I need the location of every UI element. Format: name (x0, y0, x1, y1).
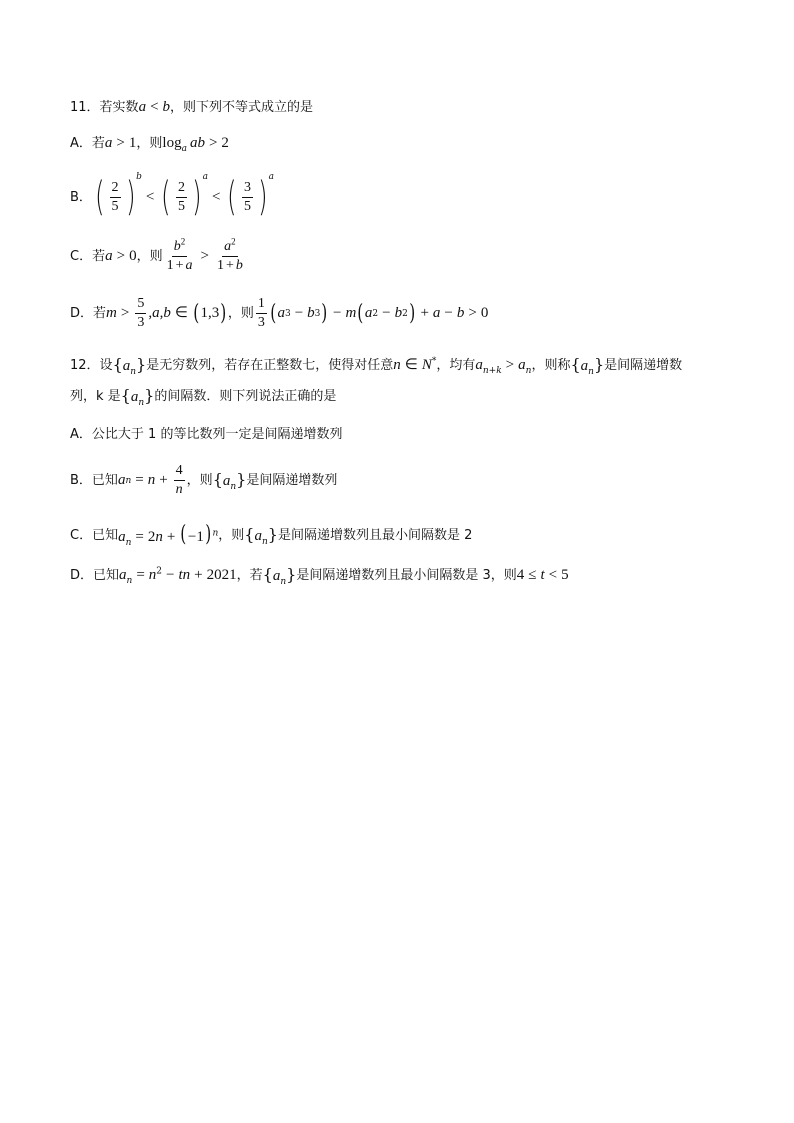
q12-optC-text-c: 是间隔递增数列且最小间隔数是 2 (277, 527, 473, 543)
q12-line1-text-c: ，均有 (436, 358, 476, 373)
q12-line2-text-b: 的间隔数．则下列说法正确的是 (154, 389, 337, 404)
q11-optA-text-b: ，则 (136, 136, 163, 151)
q11-option-b (70, 172, 275, 220)
q11-optB-label: B． (70, 189, 92, 205)
q12-math-n-in-N: n ∈ N* (393, 356, 437, 373)
q12-option-c (70, 524, 472, 546)
q12-optC-math: $a_n = 2n + (-1)^n$ (118, 522, 219, 548)
q12-optB-text-b: ，则 (186, 473, 213, 488)
q12-optD-math1: $a_n = n^2$ − tn + 2021 (119, 566, 237, 586)
q11-optC-text-b: ，则 (136, 249, 163, 264)
q12-optA-label: A． (70, 427, 92, 442)
q12-label: 12． (70, 358, 100, 373)
q11-optA-math2: $\log_a$ ab > 2 (162, 135, 229, 154)
q12-optD-text-b: ，若 (236, 568, 263, 583)
q12-seq-an-4: $\{a_n\}$ (212, 470, 247, 492)
q12-option-d (70, 565, 569, 587)
q12-optB-math: a n = n + $\frac{4}{n}$ (117, 463, 183, 497)
q11-option-c (70, 236, 247, 273)
q11-optB-math: ( $\frac{2}{5}$ ) b < ( $\frac{2}{5}$ ) a < ( $\frac{3}{5}$ ) a (95, 172, 275, 220)
q12-seq-an-6: $\{a_n\}$ (262, 565, 297, 587)
q12-line1-text-a: 设 (99, 358, 113, 373)
q12-optD-math2: 4 ≤ t < 5 (516, 567, 569, 583)
q12-optC-text-a: 已知 (92, 527, 119, 543)
q11-optC-label: C． (70, 249, 93, 264)
q12-seq-an-3: $\{a_n\}$ (120, 386, 155, 408)
q12-stem-line2 (70, 386, 337, 408)
q12-optC-label: C． (70, 527, 93, 543)
q12-option-b (70, 464, 337, 497)
q12-line1-text-d: ，则称 (531, 358, 571, 373)
q11-optC-math1: a > 0 (105, 248, 137, 264)
q12-optB-text-a: 已知 (91, 473, 118, 488)
q12-option-a (70, 428, 342, 441)
q12-line1-text-e: 是间隔递增数 (604, 358, 683, 373)
q11-optD-label: D． (70, 306, 94, 321)
q12-line2-text-a: 列，k 是 (70, 389, 121, 404)
q11-stem-text-a: 若实数 (99, 100, 139, 115)
q11-option-d (70, 297, 488, 330)
q12-optC-text-b: ，则 (218, 527, 245, 543)
q12-math-ank-gt-an: $a_{n+k} > a_n$ (475, 357, 532, 376)
q11-optD-math2: $\frac{1}{3}$ ( a 3 − b 3 ) − m ( a 2 − b 2 ) + a − b > 0 (257, 296, 489, 330)
q12-optA-text: 公比大于 1 的等比数列一定是间隔递增数列 (91, 427, 343, 442)
q11-optA-math1: a > 1 (104, 135, 137, 151)
q12-optB-text-c: 是间隔递增数列 (246, 473, 338, 488)
q11-optC-text-a: 若 (92, 249, 106, 264)
q11-optC-math2: $\frac{b^2}{1 + a}$ > $\frac{a^2}{1 + b}$ (166, 236, 243, 273)
q11-stem-math: a < b (138, 99, 171, 115)
q12-optD-label: D． (70, 568, 94, 583)
q12-seq-an-5: $\{a_n\}$ (244, 524, 278, 547)
q12-optD-text-a: 已知 (93, 568, 120, 583)
q11-stem-text-b: ，则下列不等式成立的是 (170, 100, 314, 115)
q12-stem-line1 (70, 355, 683, 377)
q12-optB-label: B． (70, 473, 92, 488)
q11-option-a (70, 135, 229, 154)
q11-optA-label: A． (70, 136, 92, 151)
q11-optD-text-a: 若 (93, 306, 107, 321)
q12-optD-text-c: 是间隔递增数列且最小间隔数是 3，则 (296, 568, 517, 583)
q11-label: 11． (70, 100, 100, 115)
q12-line1-text-b: 是无穷数列，若存在正整数七，使得对任意 (146, 358, 394, 373)
q11-optD-math1: m > $\frac{5}{3}$ , a , b ∈ ( 1,3 ) (106, 296, 227, 330)
q12-seq-an-1: $\{a_n\}$ (112, 355, 147, 377)
q12-seq-an-2: $\{a_n\}$ (570, 355, 605, 377)
q11-optA-text-a: 若 (91, 136, 105, 151)
q11-optD-text-b: ，则 (227, 306, 254, 321)
q11-stem (70, 100, 313, 115)
